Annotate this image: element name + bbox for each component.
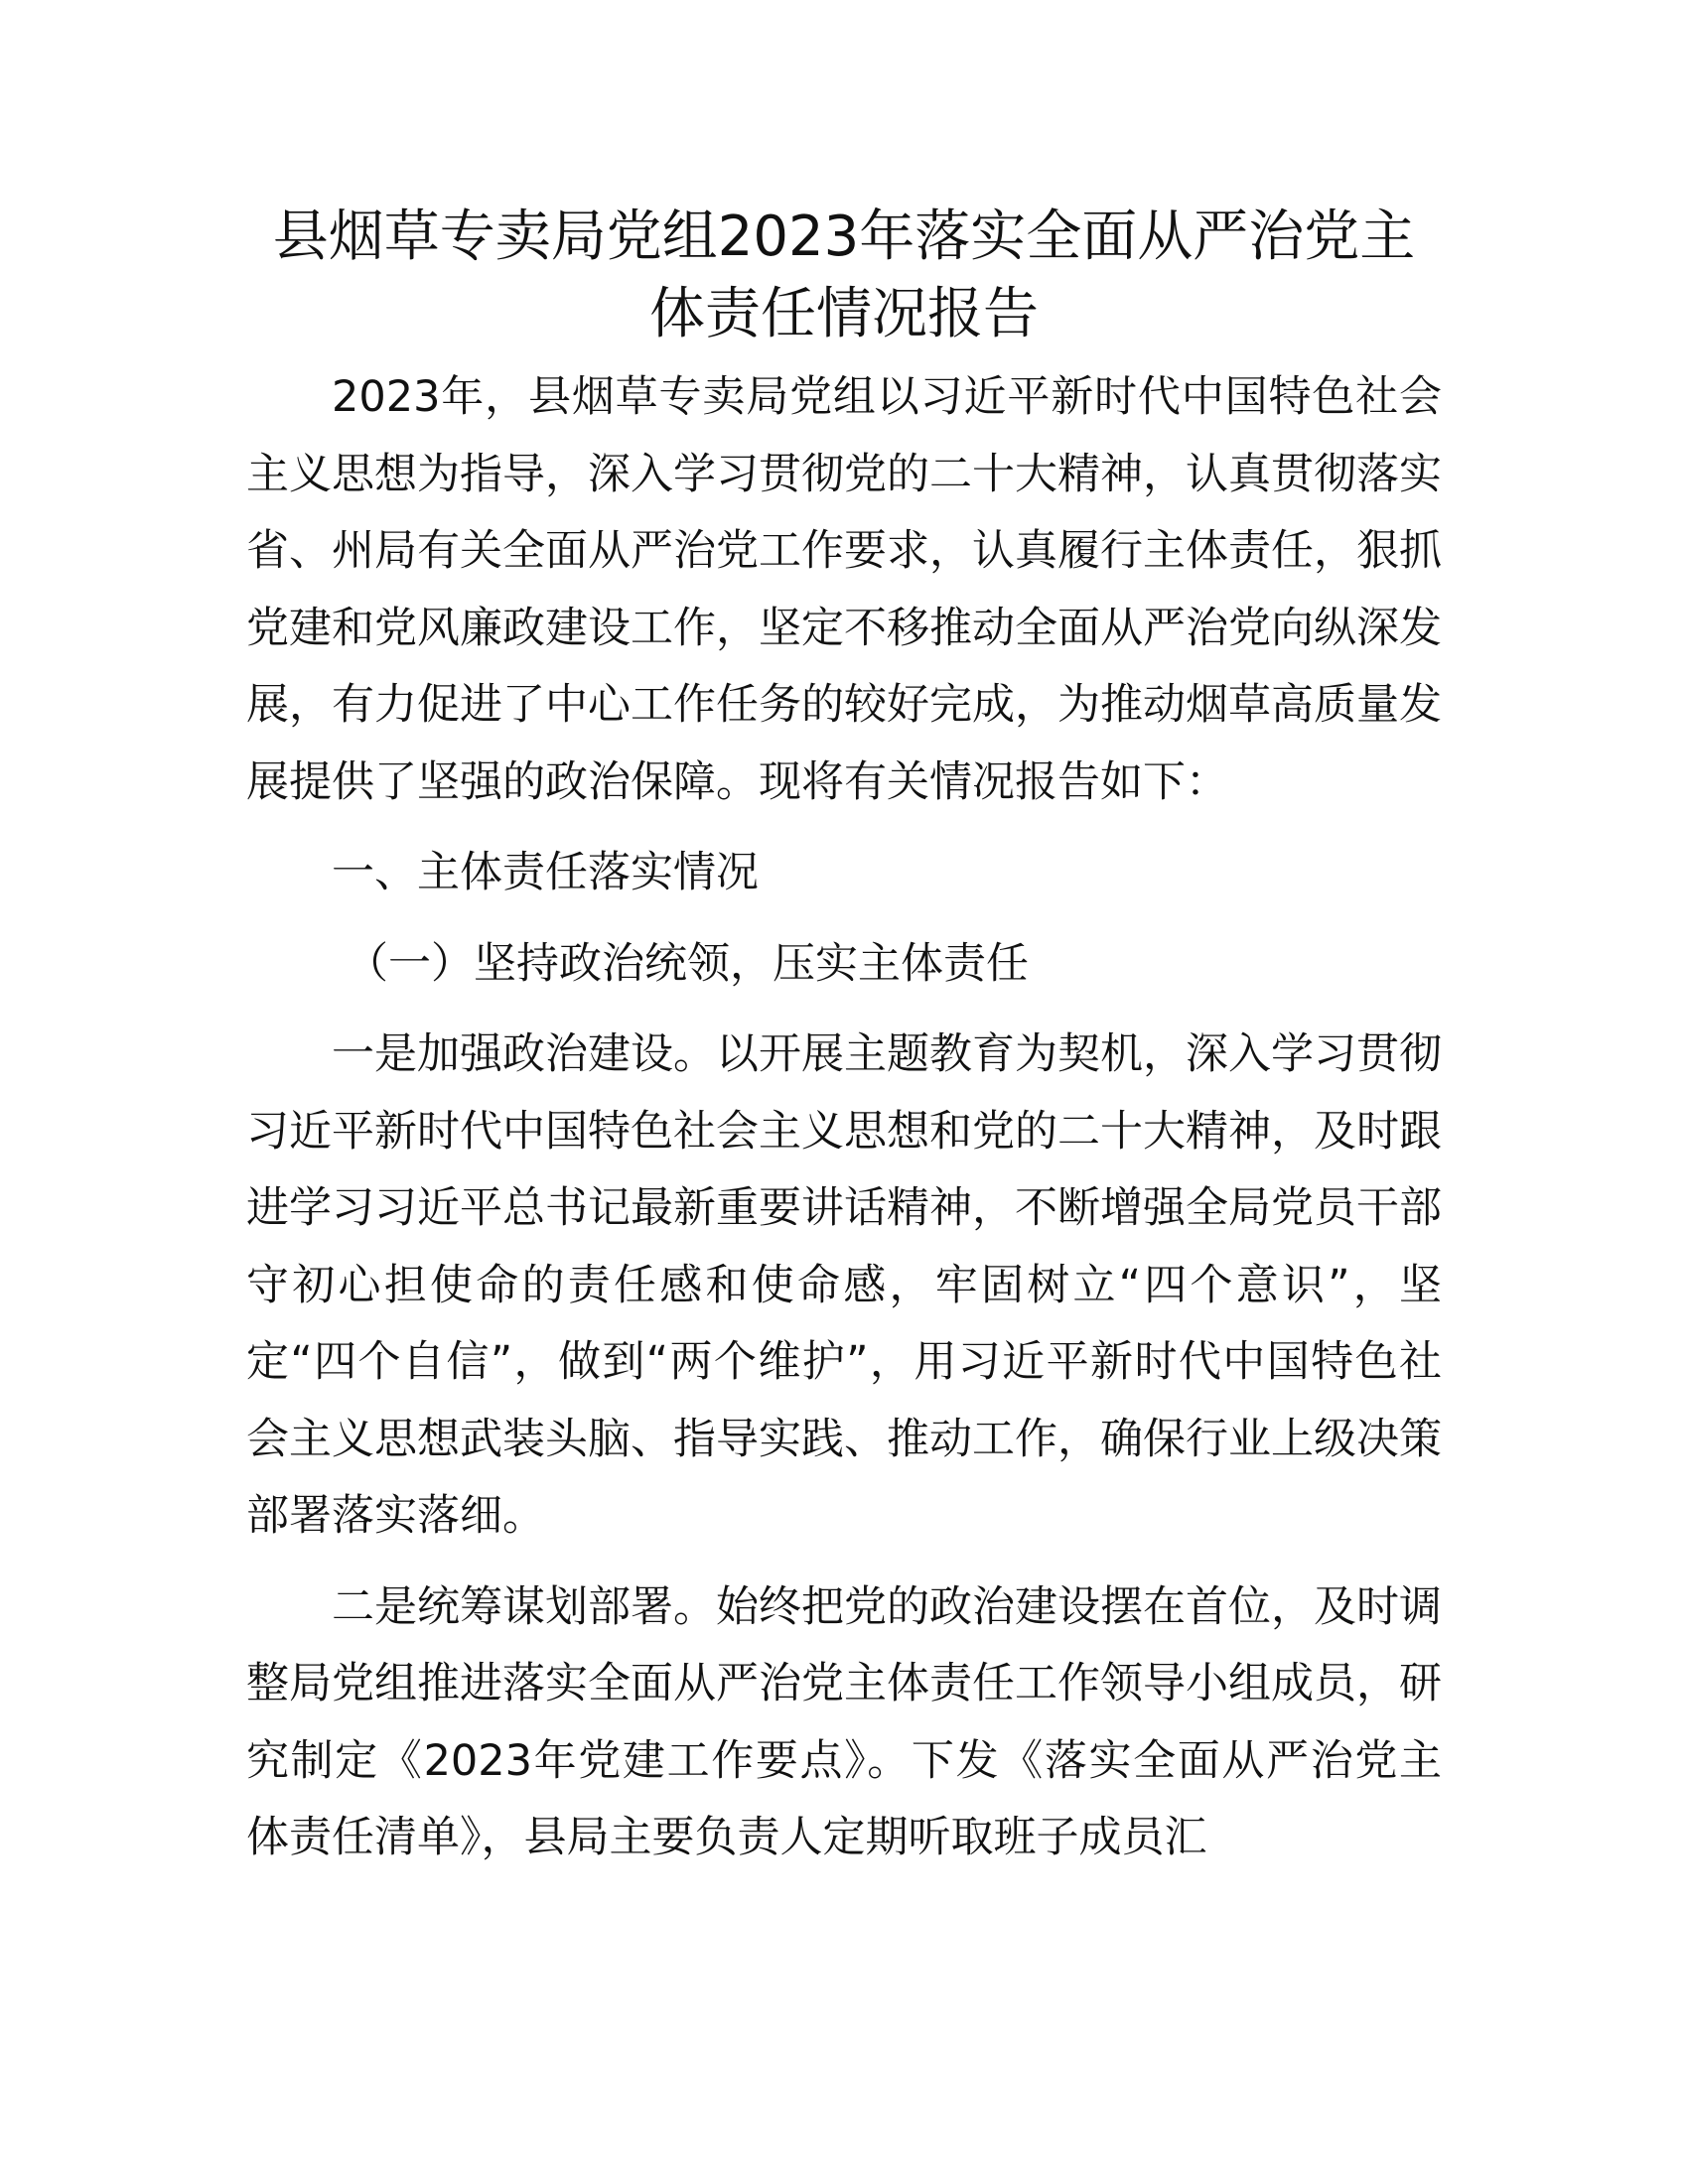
body-paragraph-1: 一是加强政治建设。以开展主题教育为契机，深入学习贯彻习近平新时代中国特色社会主义思想和党的二十大精神，及时跟进学习习近平总书记最新重要讲话精神，不断增强全局党员干部守初心担使命的责任感和使命感，牢固树立“四个意识”，坚定“四个自信”，做到“两个维护”，用习近平新时代中国特色社会主义思想武装头脑、指导实践、推动工作，确保行业上级决策部署落实落细。 — [246, 1029, 1442, 1541]
subsection-heading-1: （一）坚持政治统领，压实主体责任 — [346, 938, 1029, 989]
document-page — [246, 199, 1442, 1877]
body-paragraph-2: 二是统筹谋划部署。始终把党的政治建设摆在首位，及时调整局党组推进落实全面从严治党主体责任工作领导小组成员，研究制定《2023年党建工作要点》。下发《落实全面从严治党主体责任清单》，县局主要负责人定期听取班子成员汇 — [246, 1581, 1442, 1862]
intro-paragraph: 2023年，县烟草专卖局党组以习近平新时代中国特色社会主义思想为指导，深入学习贯彻党的二十大精神，认真贯彻落实省、州局有关全面从严治党工作要求，认真履行主体责任，狠抓党建和党风廉政建设工作，坚定不移推动全面从严治党向纵深发展，有力促进了中心工作任务的较好完成，为推动烟草高质量发展提供了坚强的政治保障。现将有关情况报告如下： — [246, 372, 1442, 807]
section-heading-1: 一、主体责任落实情况 — [332, 848, 759, 897]
paragraph-spacer — [246, 1556, 1442, 1570]
document-title: 县烟草专卖局党组2023年落实全面从严治党主体责任情况报告 — [272, 205, 1416, 346]
paragraph-spacer — [246, 1003, 1442, 1017]
